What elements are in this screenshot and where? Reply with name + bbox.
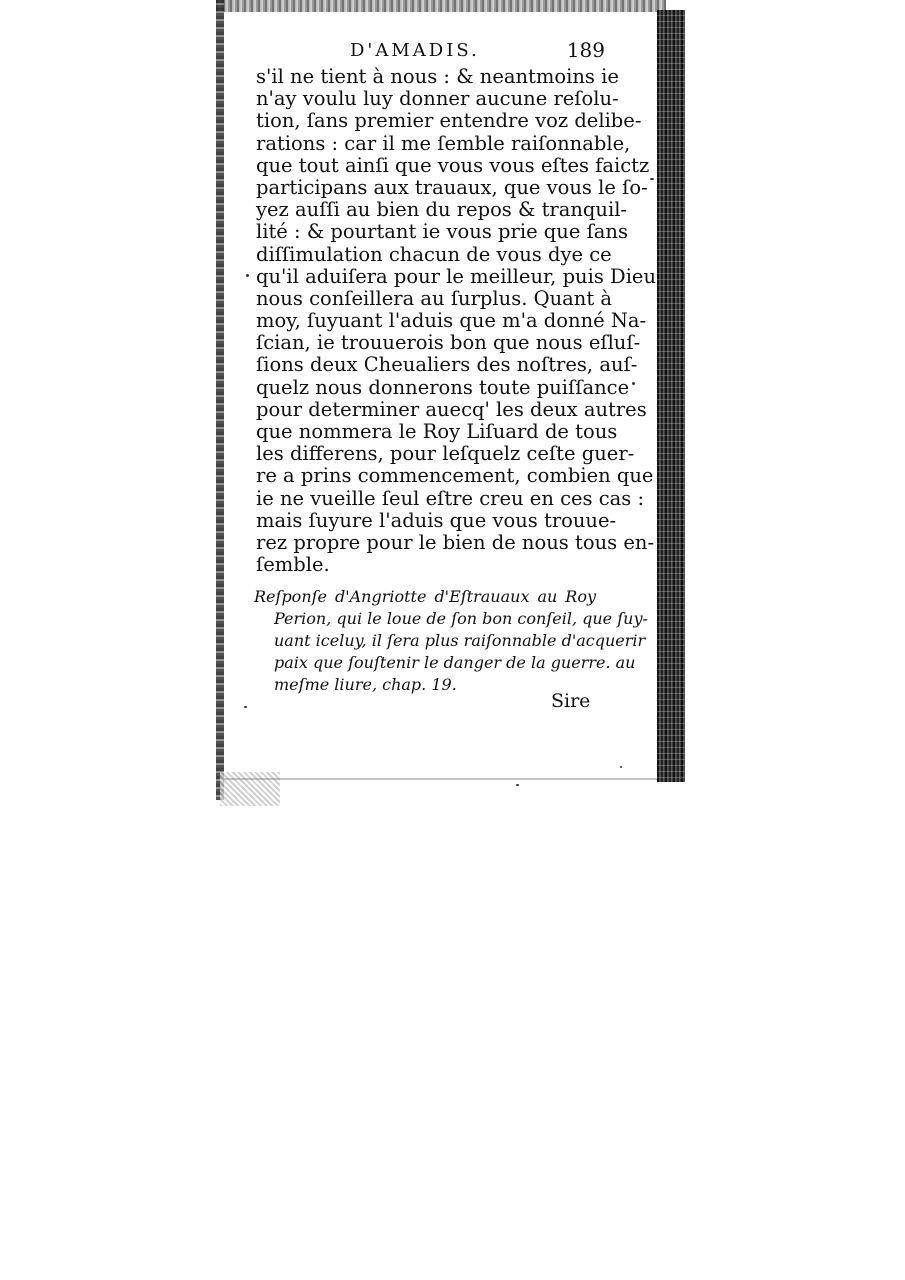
page-stack-edge	[657, 10, 685, 782]
text-line: tion, ſans premier entendre voz delibe-	[256, 109, 642, 133]
text-line: diſſimulation chacun de vous dye ce	[256, 242, 612, 266]
chapter-summary	[254, 586, 648, 696]
text-line: moy, ſuyuant l'aduis que m'a donné Na-	[256, 309, 647, 333]
summary-line: Perion, qui le loue de ſon bon conſeil, que ſuy-	[274, 609, 648, 628]
text-line: les differens, pour leſquelz ceſte guer-	[256, 442, 635, 466]
page-top-edge	[216, 0, 666, 12]
text-line: s'il ne tient à nous : & neantmoins ie	[256, 65, 619, 88]
page-number: 189	[566, 38, 605, 62]
scan-speck	[516, 784, 519, 786]
text-line: ie ne vueille ſeul eſtre creu en ces cas :	[256, 486, 645, 510]
body-text	[256, 65, 657, 577]
text-line: nous conſeillera au ſurplus. Quant à	[256, 286, 612, 310]
text-line: rez propre pour le bien de nous tous en-	[256, 530, 655, 554]
summary-line: Reſponſe d'Angriotte d'Eſtrauaux au Roy	[254, 587, 596, 606]
text-line: que tout ainſi que vous vous eſtes faictz	[256, 153, 650, 177]
scan-speck	[620, 766, 622, 768]
text-line: qu'il aduiſera pour le meilleur, puis Dieu	[256, 264, 657, 288]
text-line: yez auſſi au bien du repos & tranquil-	[256, 198, 628, 222]
text-line: ſcian, ie trouuerois bon que nous eſluſ-	[256, 331, 641, 355]
text-line: participans aux trauaux, que vous le ſo-	[256, 175, 648, 199]
scan-speck	[246, 274, 249, 277]
text-line: quelz nous donnerons toute puiſſance	[256, 375, 630, 399]
page-bottom-edge	[224, 778, 657, 780]
text-line: n'ay voulu luy donner aucune reſolu-	[256, 87, 619, 111]
page-header	[350, 38, 605, 66]
text-line: que nommera le Roy Liſuard de tous	[256, 420, 618, 443]
text-line: mais ſuyure l'aduis que vous trouue-	[256, 508, 617, 532]
text-line: ſemble.	[256, 553, 330, 577]
text-line: rations : car il me ſemble raiſonnable,	[256, 131, 631, 155]
text-line: ſions deux Cheualiers des noſtres, auſ-	[256, 353, 638, 377]
summary-line: uant iceluy, il ſera plus raiſonnable d'acquerir	[274, 631, 646, 650]
scan-speck	[650, 178, 654, 180]
scan-speck	[632, 382, 635, 385]
running-head: D'AMADIS.	[350, 40, 480, 61]
text-line: re a prins commencement, combien que	[256, 464, 654, 488]
text-line: pour determiner auecq' les deux autres	[256, 397, 647, 421]
scan-speck	[244, 706, 247, 708]
summary-line: paix que ſouſtenir le danger de la guerre. au	[274, 653, 636, 672]
binding-edge	[216, 0, 224, 800]
text-line: lité : & pourtant ie vous prie que ſans	[256, 220, 628, 244]
summary-line: meſme liure, chap. 19.	[274, 675, 457, 694]
catchword: Sire	[551, 690, 591, 712]
